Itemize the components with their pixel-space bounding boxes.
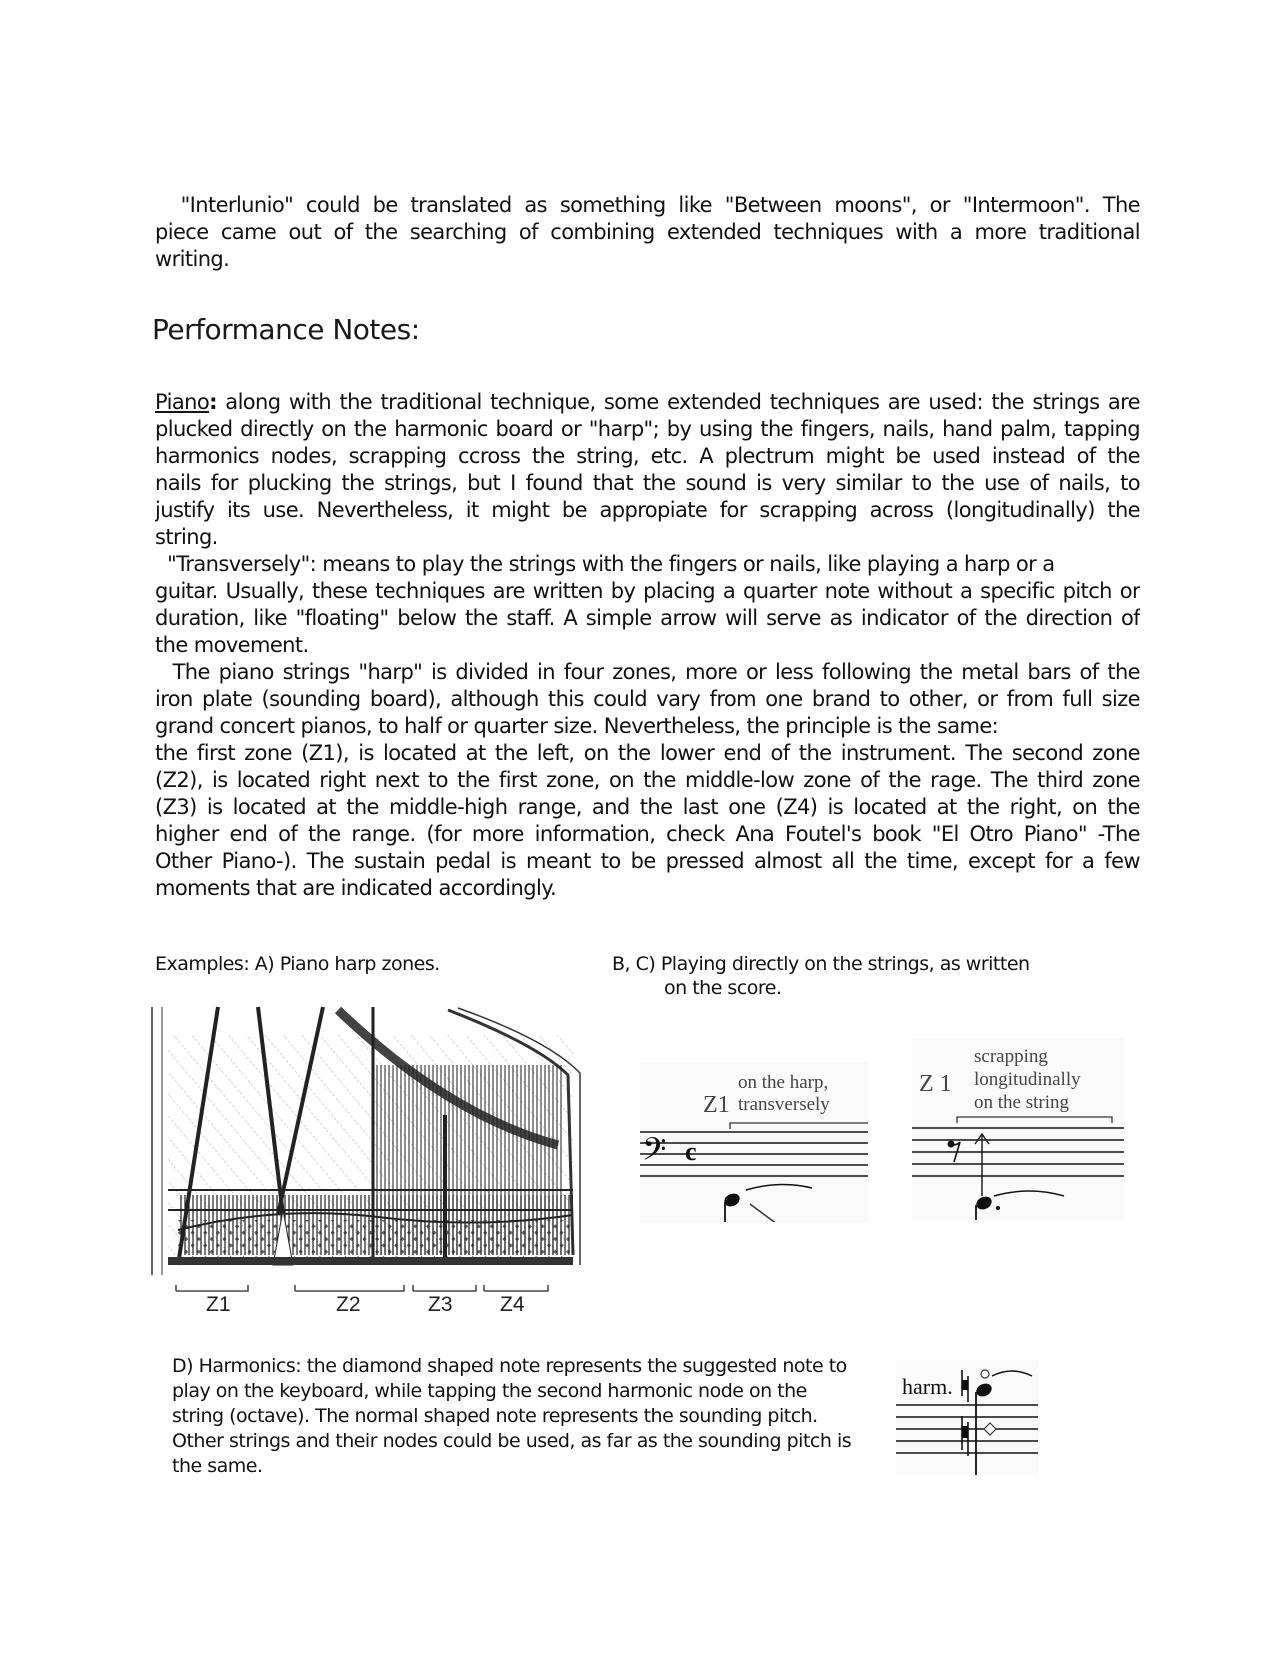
sounding-pitch-note-icon <box>974 1381 994 1399</box>
harmonics-line-1: D) Harmonics: the diamond shaped note represents the suggested note to <box>172 1355 847 1377</box>
figure-d-notation <box>896 1360 1038 1475</box>
harmonics-line-3: string (octave). The normal shaped note represents the sounding pitch. <box>172 1405 818 1427</box>
piano-line-5: justify its use. Nevertheless, it might be appropiate for scrapping across (longitudinally) the <box>155 498 1140 522</box>
piano-line-2: plucked directly on the harmonic board or "harp"; by using the fingers, nails, hand palm, tapping <box>155 417 1140 441</box>
harmonics-line-2: play on the keyboard, while tapping the second harmonic node on the <box>172 1380 807 1402</box>
zones-line-7: higher end of the range. (for more information, check Ana Foutel's book "El Otro Piano" -The <box>155 822 1140 846</box>
caption-example-a: Examples: A) Piano harp zones. <box>155 953 440 975</box>
figure-b-text-1: on the harp, <box>738 1072 829 1093</box>
zones-line-4: the first zone (Z1), is located at the left, on the lower end of the instrument. The second zone <box>155 741 1140 765</box>
figure-c-zone: Z 1 <box>919 1071 952 1097</box>
intro-line-3: writing. <box>155 247 230 271</box>
zones-line-6: (Z3) is located at the middle-high range, and the last one (Z4) is located at the right, on the <box>155 795 1140 819</box>
arrow-up-icon <box>975 1134 989 1196</box>
zones-line-2: iron plate (sounding board), although this could vary from one brand to other, or from full size <box>155 687 1140 711</box>
bass-clef-icon: 𝄢 <box>642 1133 667 1175</box>
figure-b-transversely <box>640 1062 868 1222</box>
piano-line-1 <box>155 389 1140 416</box>
natural-sign-icon <box>962 1370 968 1402</box>
harmonics-line-5: the same. <box>172 1455 263 1477</box>
piano-colon: : <box>209 390 217 414</box>
natural-sign-icon <box>962 1416 968 1456</box>
caption-example-bc-line-1: B, C) Playing directly on the strings, as written <box>612 953 1030 975</box>
figure-c-text-1: scrapping <box>974 1046 1048 1067</box>
figure-b-notation <box>640 1062 868 1222</box>
figure-c-text-2: longitudinally <box>974 1069 1081 1090</box>
intro-line-2: piece came out of the searching of combining extended techniques with a more traditional <box>155 220 1140 244</box>
figure-b-zone: Z1 <box>703 1092 730 1118</box>
section-heading-performance-notes: Performance Notes: <box>152 313 420 346</box>
zone-label-z2: Z2 <box>336 1293 361 1315</box>
transversely-line-4: the movement. <box>155 633 309 657</box>
zone-label-z3: Z3 <box>428 1293 453 1315</box>
dotted-quarter-note-icon <box>974 1194 994 1212</box>
zone-label-z4: Z4 <box>500 1293 525 1315</box>
figure-d-harmonics <box>896 1360 1038 1475</box>
transversely-line-3: duration, like "floating" below the staff. A simple arrow will serve as indicator of the direction of <box>155 606 1140 630</box>
zones-line-1: The piano strings "harp" is divided in four zones, more or less following the metal bars of the <box>155 660 1140 684</box>
piano-label: Piano <box>155 390 210 414</box>
figure-d-label: harm. <box>902 1374 953 1399</box>
figure-c-text-3: on the string <box>974 1092 1069 1113</box>
piano-line-6: string. <box>155 525 218 549</box>
caption-example-bc-line-2: on the score. <box>664 977 782 999</box>
diamond-note-icon <box>984 1423 996 1435</box>
figure-c-notation <box>912 1038 1124 1220</box>
transversely-line-1: "Transversely": means to play the strings with the fingers or nails, like playing a harp or a <box>155 552 1055 576</box>
piano-line-3: harmonics nodes, scrapping ccross the string, etc. A plectrum might be used instead of the <box>155 444 1140 468</box>
zone-label-z1: Z1 <box>206 1293 231 1315</box>
zones-line-5: (Z2), is located right next to the first zone, on the middle-low zone of the rage. The third zone <box>155 768 1140 792</box>
zones-line-3: grand concert pianos, to half or quarter size. Nevertheless, the principle is the same: <box>155 714 999 738</box>
figure-piano-harp-zones <box>148 1005 588 1315</box>
figure-b-text-2: transversely <box>738 1094 830 1115</box>
transversely-line-2: guitar. Usually, these techniques are written by placing a quarter note without a specific pitch or <box>155 579 1140 603</box>
piano-line-4: nails for plucking the strings, but I found that the sound is very similar to the use of nails, to <box>155 471 1140 495</box>
zones-line-8: Other Piano-). The sustain pedal is meant to be pressed almost all the time, except for a few <box>155 849 1140 873</box>
intro-line-1: "Interlunio" could be translated as something like "Between moons", or "Intermoon". The <box>155 193 1140 217</box>
piano-harp-drawing <box>148 1005 588 1315</box>
common-time-icon: c <box>685 1137 697 1166</box>
arrow-down-right-icon <box>750 1204 781 1222</box>
harmonic-circle-icon <box>981 1370 989 1378</box>
zones-line-9: moments that are indicated accordingly. <box>155 876 557 900</box>
harmonics-line-4: Other strings and their nodes could be used, as far as the sounding pitch is <box>172 1430 852 1452</box>
piano-line-1-text: along with the traditional technique, some extended techniques are used: the strings are <box>216 390 1140 414</box>
figure-c-longitudinally <box>912 1038 1124 1220</box>
